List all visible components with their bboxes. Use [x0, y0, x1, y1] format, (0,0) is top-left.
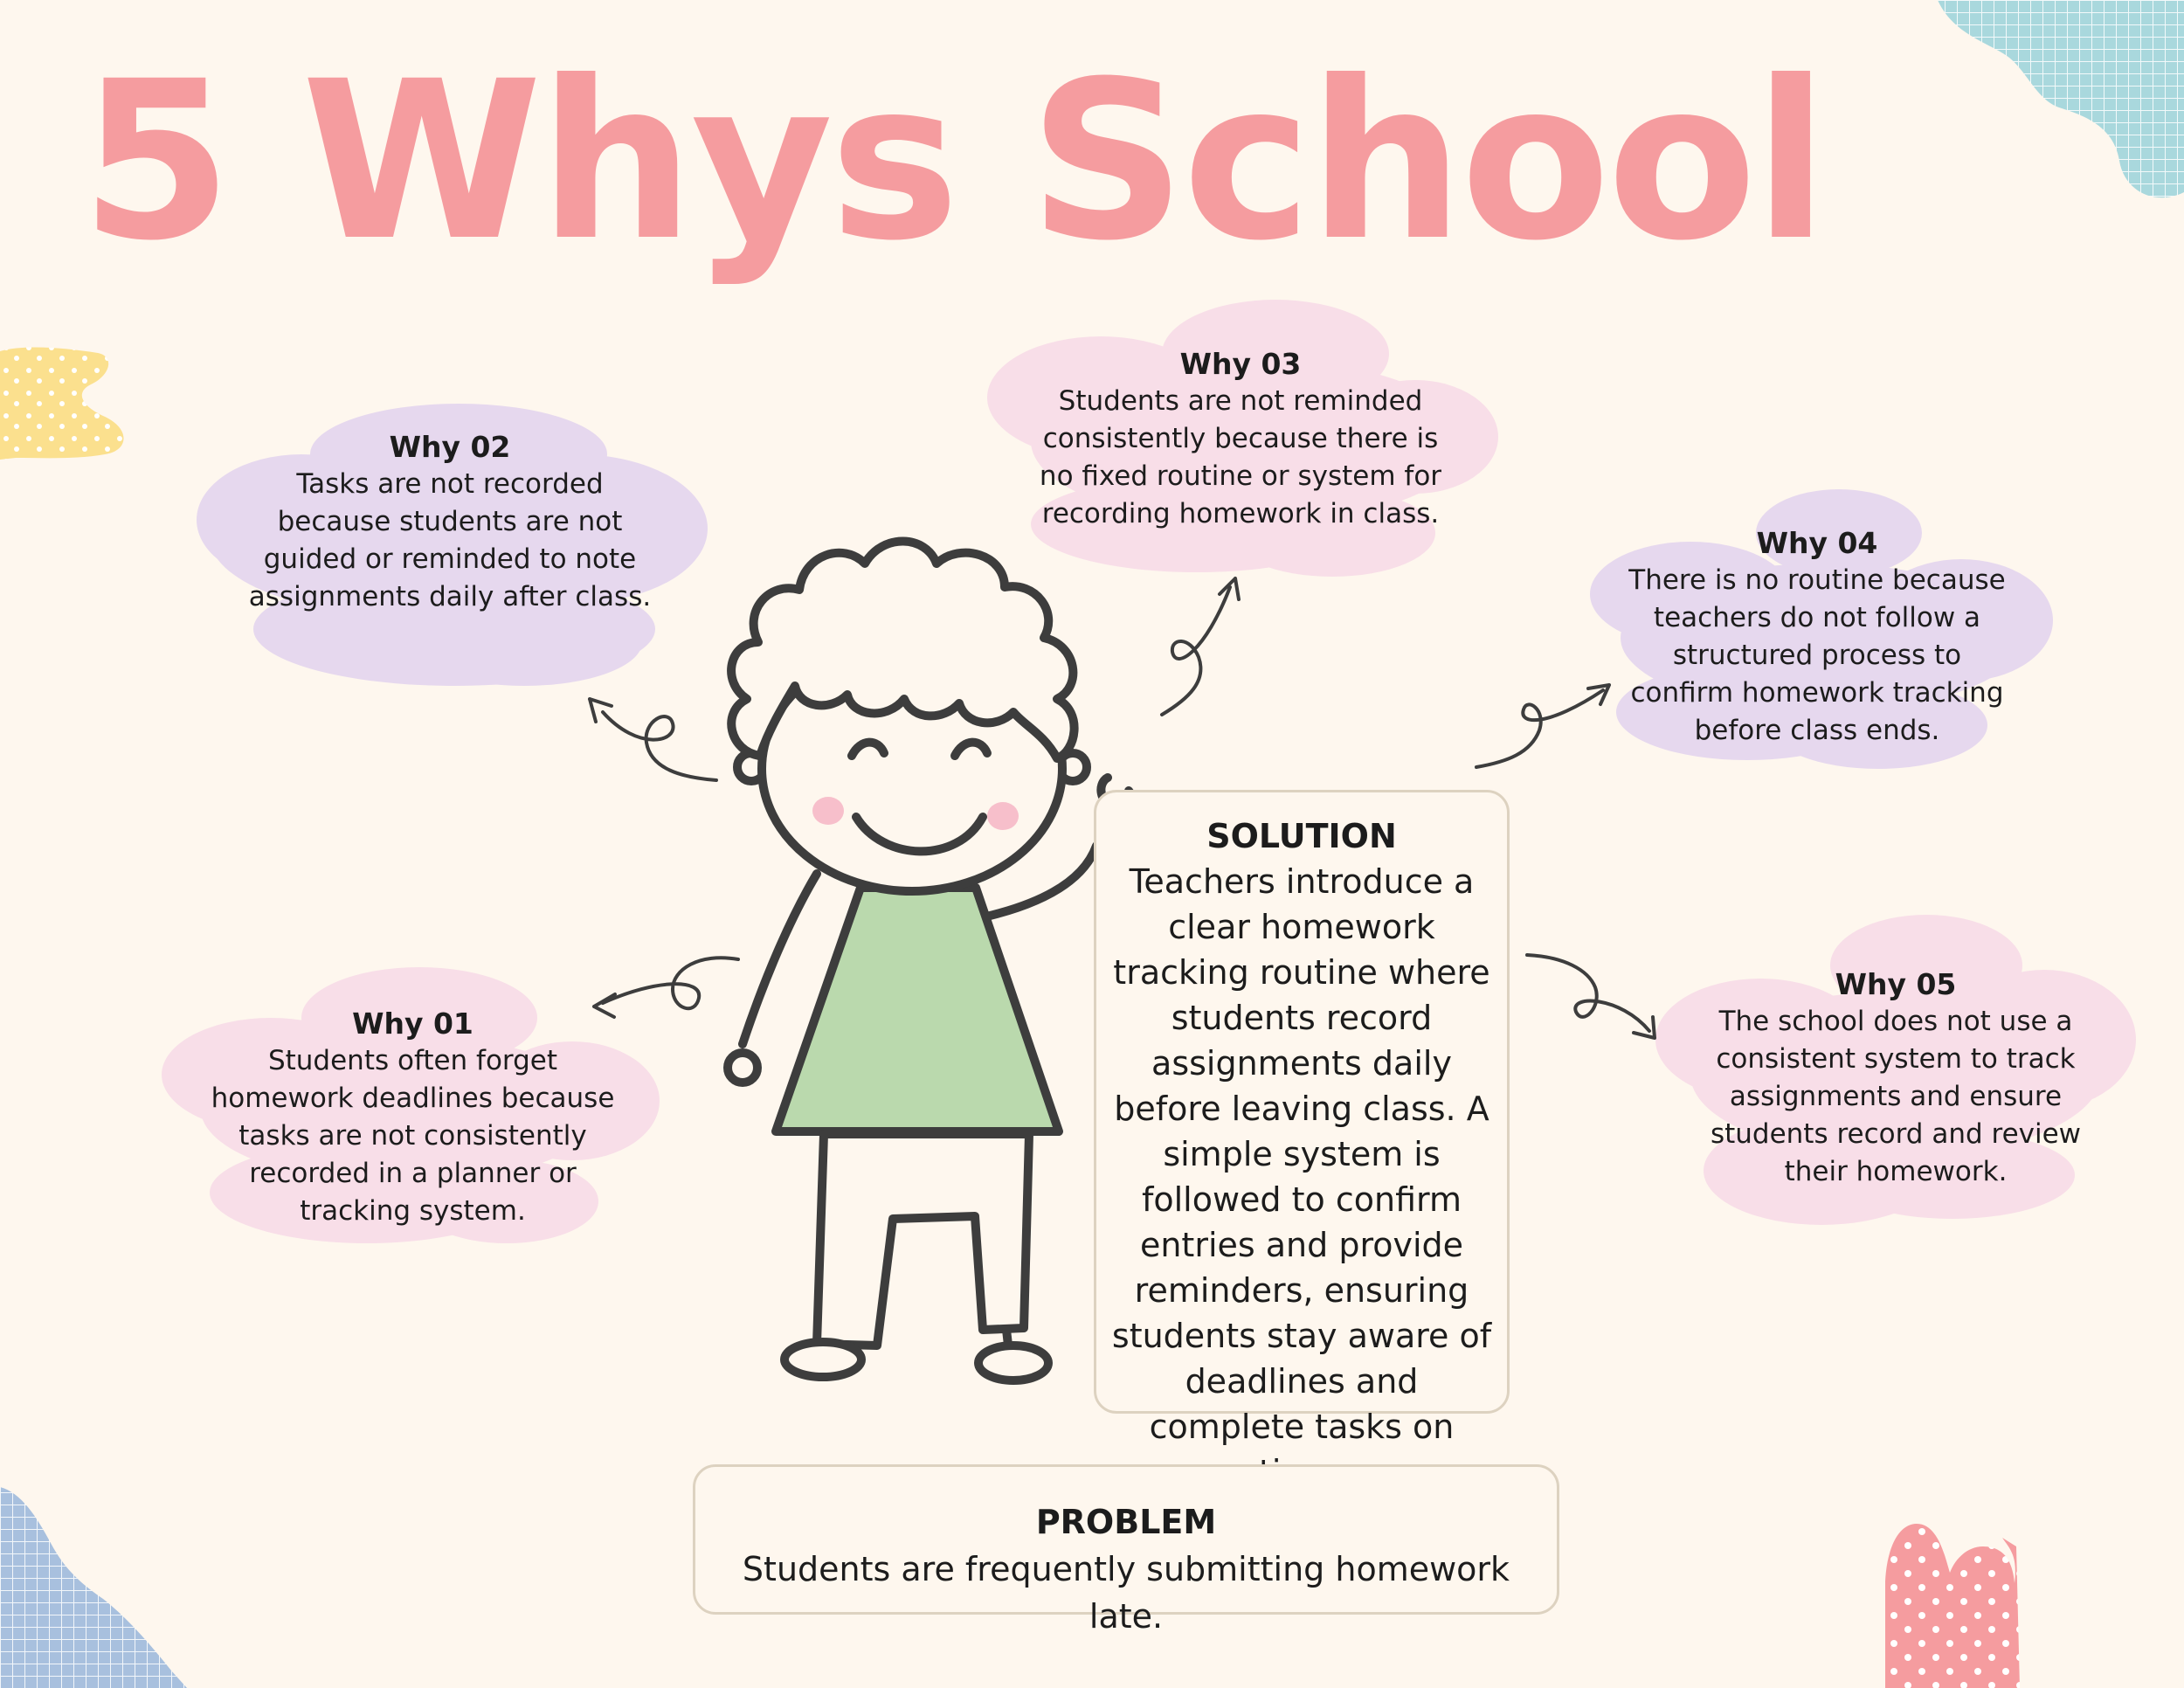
solution-box [1094, 790, 1510, 1446]
arrow-to-why-04 [1476, 685, 1609, 767]
solution-heading: SOLUTION [1206, 817, 1397, 855]
kid-illustration [728, 541, 1133, 1380]
problem-heading: PROBLEM [1035, 1503, 1217, 1541]
why-04-body: There is no routine because teachers do not follow a structured process to confirm homework tracking before class ends. [1628, 564, 2006, 746]
kid-right-foot [978, 1346, 1048, 1380]
arrow-to-why-03 [1162, 578, 1239, 715]
why-05-text [1708, 965, 2084, 1191]
problem-box [693, 1464, 1559, 1636]
why-03-body: Students are not reminded consistently because there is no fixed routine or system for recording homework in class. [1039, 385, 1442, 529]
why-01-body: Students often forget homework deadlines because tasks are not consistently recorded in a planner or tracking system. [211, 1045, 615, 1227]
why-02-body: Tasks are not recorded because students are not guided or reminded to note assignments daily after class. [248, 468, 652, 612]
why-03-text [1022, 345, 1459, 533]
pink-dotted-blob [1885, 1524, 2020, 1688]
kid-left-hand [728, 1053, 757, 1083]
blue-grid-blob [0, 1487, 187, 1688]
kid-left-cheek [812, 797, 844, 825]
why-03-heading: Why 03 [1179, 347, 1302, 381]
why-04-text [1621, 524, 2014, 750]
kid-left-foot [784, 1342, 861, 1377]
kid-shorts [817, 1134, 1029, 1346]
teal-grid-blob [1938, 0, 2184, 197]
arrow-to-why-05 [1527, 955, 1655, 1038]
page-title: 5 Whys School [80, 34, 1825, 288]
kid-left-arm [743, 874, 817, 1044]
why-02-text [236, 428, 664, 616]
kid-right-cheek [987, 802, 1019, 830]
why-04-heading: Why 04 [1756, 526, 1878, 560]
solution-body: Teachers introduce a clear homework tracking routine where students record assignments daily before leaving class. A simple system is followed to confirm entries and provide reminders, ensuring students stay aware of deadlines and complete tasks on [1111, 862, 1492, 1446]
yellow-dotted-blob [0, 348, 124, 460]
why-02-heading: Why 02 [389, 430, 511, 464]
why-01-text [197, 1005, 629, 1230]
kid-shirt [776, 888, 1059, 1131]
problem-body: Students are frequently submitting homework late. [742, 1550, 1510, 1636]
why-05-heading: Why 05 [1835, 967, 1957, 1001]
why-01-heading: Why 01 [352, 1007, 473, 1041]
why-05-body: The school does not use a consistent system to track assignments and ensure students record and review their homework. [1710, 1006, 2082, 1187]
arrow-to-why-02 [590, 699, 716, 780]
